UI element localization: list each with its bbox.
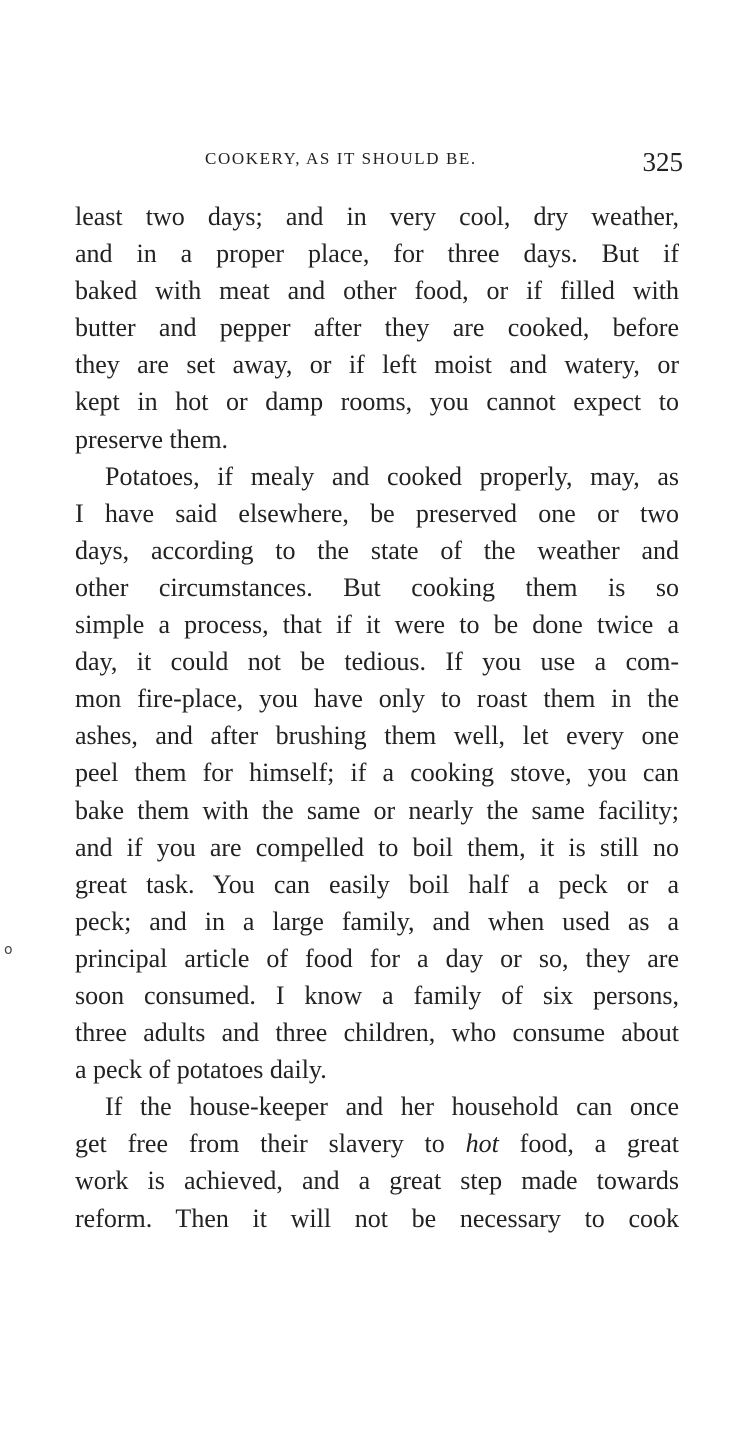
text-segment: food, a great — [498, 1129, 679, 1159]
text-line: a peck of potatoes daily. — [75, 1055, 327, 1085]
text-line: butter and pepper after they are cooked, before — [75, 313, 679, 343]
italic-word: hot — [465, 1129, 499, 1159]
text-line: days, according to the state of the weather and — [75, 535, 679, 565]
text-line: I have said elsewhere, be preserved one or two — [75, 498, 679, 528]
paragraph-2 — [75, 458, 679, 1089]
text-line: mon fire-place, you have only to roast them in the — [75, 684, 679, 714]
text-segment: get free from their slavery to — [75, 1129, 466, 1159]
text-line: and in a proper place, for three days. But if — [75, 239, 679, 269]
running-title: COOKERY, AS IT SHOULD BE. — [205, 149, 477, 168]
paragraph-1 — [75, 198, 679, 458]
running-head — [205, 147, 683, 183]
body-text — [75, 198, 679, 1237]
text-line: reform. Then it will not be necessary to cook — [75, 1203, 679, 1233]
text-line: kept in hot or damp rooms, you cannot expect to — [75, 387, 679, 417]
page-number: 325 — [642, 147, 683, 177]
text-line: least two days; and in very cool, dry weather, — [75, 202, 679, 231]
text-line: peck; and in a large family, and when used as a — [75, 906, 679, 936]
text-line: simple a process, that if it were to be done twice a — [75, 610, 679, 640]
text-line: preserve them. — [75, 424, 229, 454]
text-line: other circumstances. But cooking them is so — [75, 572, 679, 602]
margin-mark: o — [4, 942, 13, 958]
text-line: three adults and three children, who consume about — [75, 1018, 679, 1048]
text-line: If the house-keeper and her household can once — [105, 1092, 679, 1122]
text-line: principal article of food for a day or so, they are — [75, 943, 679, 973]
text-line: great task. You can easily boil half a peck or a — [75, 869, 679, 899]
text-line: baked with meat and other food, or if filled with — [75, 276, 679, 306]
text-line: peel them for himself; if a cooking stove, you can — [75, 758, 679, 788]
text-line: soon consumed. I know a family of six persons, — [75, 980, 679, 1010]
text-line: bake them with the same or nearly the same facility; — [75, 795, 679, 825]
text-line: Potatoes, if mealy and cooked properly, may, as — [105, 461, 679, 491]
text-line: ashes, and after brushing them well, let every one — [75, 721, 679, 751]
text-line: and if you are compelled to boil them, it is still no — [75, 832, 679, 862]
text-line — [75, 1125, 679, 1162]
text-line: they are set away, or if left moist and watery, or — [75, 350, 679, 380]
paragraph-3 — [75, 1088, 679, 1236]
text-line: day, it could not be tedious. If you use a com- — [75, 647, 679, 677]
text-line: work is achieved, and a great step made towards — [75, 1166, 679, 1196]
